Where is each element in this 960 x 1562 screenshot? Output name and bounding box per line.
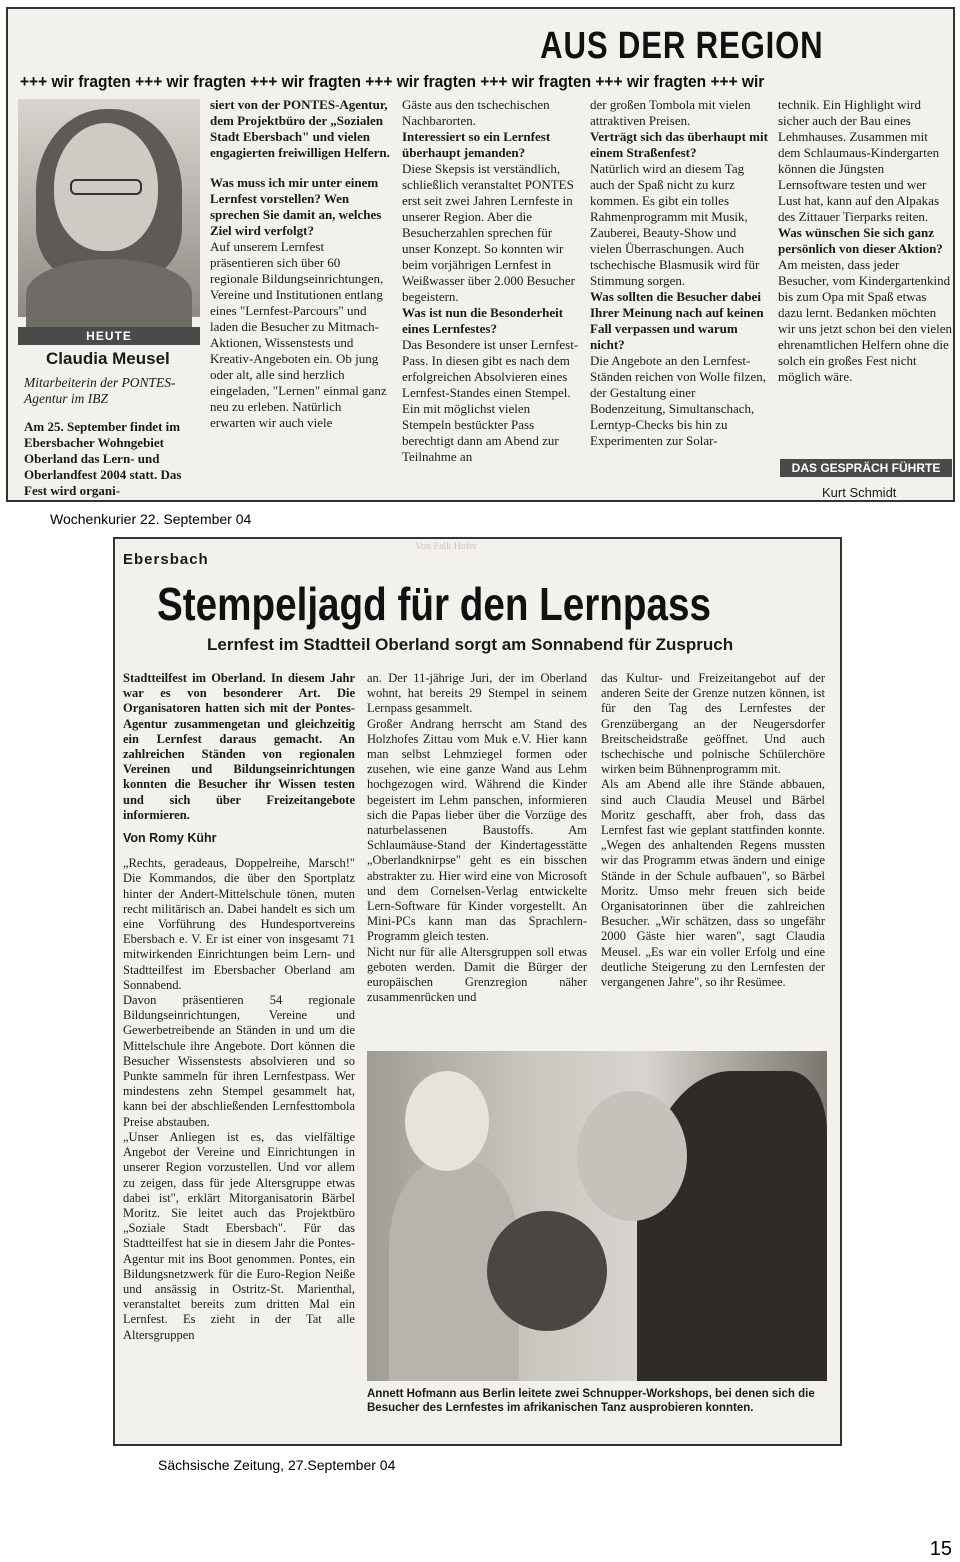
interview-answer: Das Besondere ist unser Lernfest-Pass. In diesen gibt es nach dem erfolgreichen Absolvieren eines Lernfest-Standes einen Stempel. Ein mit möglichst vielen Stempeln bestückter Pass berechtigt dann am Abend zur Teilnahme an [402, 337, 579, 464]
interview-column-5 [778, 97, 952, 385]
interview-answer: Auf unserem Lernfest präsentieren sich über 60 regionale Bildungseinrichtungen, Vereine und Institutionen entlang eines "Lernfest-Parcours" und laden die Besucher zu Mitmach-Aktionen, Wissenstests und Kreativ-Angeboten ein. Ob jung oder alt, alle sind herzlich eingeladen, "Lernen" einmal ganz neu zu erleben. Natürlich erwarten wir auch viele [210, 239, 387, 430]
interviewer-name: Kurt Schmidt [822, 485, 897, 500]
article-headline: Stempeljagd für den Lernpass [157, 578, 711, 630]
interview-banner: +++ wir fragten +++ wir fragten +++ wir fragten +++ wir fragten +++ wir fragten +++ wir fragten +++ wir [20, 73, 765, 91]
interview-column-4 [590, 97, 768, 449]
interview-answer: Natürlich wird an diesem Tag auch der Spaß nicht zu kurz kommen. Es gibt ein tolles Rahmenprogramm mit Musik, Zauberei, Beauty-Show und vielen Überraschungen. Auch tschechische Blasmusik wird für Stimmung sorgen. [590, 161, 760, 288]
interview-question: Interessiert so ein Lernfest überhaupt jemanden? [402, 129, 551, 160]
section-title: AUS DER REGION [539, 25, 823, 67]
faded-background-text: Von Falk Hofer [415, 541, 478, 552]
article-paragraph: das Kultur- und Freizeitangebot auf der anderen Seite der Grenze nutzen können, ist für den Tag des Lernfestes der Grenzübergang an der Neugersdorfer Breitscheidstraße geöffnet. Und auch tschechische und polnische Schülerchöre wirken beim Bühnenprogramm mit. [601, 671, 825, 777]
interview-text: siert von der PONTES-Agentur, dem Projektbüro der „Sozialen Stadt Ebersbach" und vielen engagierten freiwilligen Helfern. [210, 97, 390, 160]
interview-column-2 [210, 97, 390, 431]
article-lead: Stadtteilfest im Oberland. In diesem Jahr war es von besonderer Art. Die Organisatoren hatten sich mit der Pontes-Agentur zusammengetan und gleichzeitig ein Lernfest daraus gemacht. An zahlreichen Ständen von regionalen Vereinen und Bildungseinrichtungen konnten die Besucher ihr Wissen testen und sich über Freizeitangebote informieren. [123, 671, 355, 822]
interview-answer: Gäste aus den tschechischen Nachbarorten. [402, 97, 550, 128]
article-paragraph: Als am Abend alle ihre Stände abbauen, sind auch Claudia Meusel und Bärbel Moritz geschafft, aber froh, dass das Lernfest fast wie geplant stattfinden konnte. „Wegen des anhaltenden Regens mussten wir das Programm etwas ändern und einige Stände in der Schule aufbauen", so Bärbel Moritz. Umso mehr freuen sich beide Organisatorinnen über die zahlreichen Besucher. „Wir schätzen, dass so ungefähr 2000 Gäste hier waren", sagt Claudia Meusel. „Es war ein voller Erfolg und eine deutliche Steigerung zu den Lernfesten der vergangenen Jahre", so ihr Resümee. [601, 777, 825, 990]
portrait-photo [18, 99, 200, 317]
article-paragraph: „Unser Anliegen ist es, das vielfältige Angebot der Vereine und Einrichtungen in unserer Region vorzustellen. Und vor allem zu zeigen, dass für jede Altersgruppe etwas dabei ist", erklärt Mitorganisatorin Bärbel Moritz. Sie leitet auch das Projektbüro „Soziale Stadt Ebersbach". Für das Stadtteilfest hat sie in diesem Jahr die Pontes-Agentur mit ins Boot genommen. Pontes, ein Bildungsnetzwerk für die Euro-Region Neiße und ansässig in Ostritz-St. Marienthal, veranstaltet bereits zum dritten Mal ein Lernfest. Es zieht in der Tat alle Altersgruppen [123, 1129, 355, 1342]
heute-label: HEUTE [18, 327, 200, 345]
interview-question: Was ist nun die Besonderheit eines Lernfestes? [402, 305, 564, 336]
interview-question: Was sollten die Besucher dabei Ihrer Meinung nach auf keinen Fall verpassen und warum nicht? [590, 289, 764, 352]
article-paragraph: Davon präsentieren 54 regionale Bildungseinrichtungen, Vereine und Gewerbetreibende an Ständen in und um die Mittelschule ihre Angebote. Dort können die Besucher Wissenstests absolvieren und so Punkte sammeln für ihren Lernfestpass. Wer mindestens zehn Stempel gesammelt hat, kann bei der abschließenden Lernfesttombola Preise abstauben. [123, 993, 355, 1129]
newspaper-clipping-saechsische-zeitung [113, 537, 842, 1446]
dance-workshop-photo [367, 1051, 827, 1381]
interview-column-3 [402, 97, 580, 465]
newspaper-clipping-wochenkurier [6, 7, 955, 502]
article-kicker: Ebersbach [123, 551, 209, 568]
interview-answer: technik. Ein Highlight wird sicher auch der Bau eines Lehmhauses. Zusammen mit dem Schlaumaus-Kindergarten können die Jüngsten Lernsoftware testen und wer Lust hat, kann auf den Alpakas des Zittauer Tierparks reiten. [778, 97, 940, 224]
person-role: Mitarbeiterin der PONTES-Agentur im IBZ [24, 375, 176, 406]
interview-question: Verträgt sich das überhaupt mit einem Straßenfest? [590, 129, 768, 160]
article-column-1 [123, 671, 355, 1343]
source-caption-wochenkurier: Wochenkurier 22. September 04 [50, 511, 252, 527]
article-paragraph: Großer Andrang herrscht am Stand des Holzhofes Zittau vom Muk e.V. Hier kann man selbst Lehmziegel formen oder zusehen, wie eine ganze Wand aus Lehm hochgezogen wird. Während die Kinder begeistert im Lehm panschen, informieren sich die Papas lieber über die Vorzüge des naturbelassenen Baustoffs. Am Schlaumäuse-Stand der Kindertagesstätte „Oberlandknirpse" geht es ein bisschen abstrakter zu. Hier wird eine von Microsoft und dem Cornelsen-Verlag entwickelte Lern-Software für Kinder vorgestellt. An Mini-PCs kann man das Sprachlern-Programm gleich testen. [367, 716, 587, 944]
article-column-2 [367, 671, 587, 1005]
article-subheadline: Lernfest im Stadtteil Oberland sorgt am Sonnabend für Zuspruch [207, 635, 734, 654]
gespraech-label: DAS GESPRÄCH FÜHRTE [780, 459, 952, 477]
interview-answer: Diese Skepsis ist verständlich, schließlich veranstaltet PONTES erst seit zwei Jahren Lernfeste in unserer Region. Aber die Besucherzahlen sprechen für unser Konzept. So konnten wir beim vorjährigen Lernfest in Weißwasser über 2.000 Besucher begeistern. [402, 161, 575, 304]
interview-answer: Am meisten, dass jeder Besucher, vom Kindergartenkind bis zum Opa mit Spaß etwas dazu lernt. Bedanken möchten wir uns jetzt schon bei den vielen ehrenamtlichen Helfern ohne die solch ein großes Fest nicht möglich wäre. [778, 257, 953, 384]
interview-question: Was muss ich mir unter einem Lernfest vorstellen? Wen sprechen Sie damit an, welches Ziel wird verfolgt? [210, 175, 382, 238]
article-paragraph: „Rechts, geradeaus, Doppelreihe, Marsch!" Die Kommandos, die über den Sportplatz hinter der Andert-Mittelschule tönen, muten recht militärisch an. Dabei handelt es sich um eine Vorführung des Hundesportvereins Ebersbach e. V. Er ist einer von insgesamt 71 mitwirkenden Einrichtungen beim Lern- und Stadtteilfest im Ebersbacher Oberland am Sonnabend. [123, 856, 355, 992]
interview-question: Was wünschen Sie sich ganz persönlich von dieser Aktion? [778, 225, 943, 256]
interview-answer: Die Angebote an den Lernfest-Ständen reichen von Wolle filzen, der Gestaltung einer Bodenzeitung, Simultanschach, Lerntyp-Checks bis hin zu Experimenten zur Solar- [590, 353, 766, 448]
person-name: Claudia Meusel [46, 349, 170, 368]
interview-answer: der großen Tombola mit vielen attraktiven Preisen. [590, 97, 751, 128]
article-byline: Von Romy Kühr [123, 831, 217, 846]
photo-caption: Annett Hofmann aus Berlin leitete zwei Schnupper-Workshops, bei denen sich die Besucher des Lernfestes im afrikanischen Tanz ausprobieren konnten. [367, 1388, 815, 1414]
article-column-3 [601, 671, 825, 990]
article-paragraph: Nicht nur für alle Altersgruppen soll etwas geboten werden. Damit die Bürger der europäischen Grenzregion näher zusammenrücken und [367, 944, 587, 1005]
page-number: 15 [929, 1538, 952, 1560]
interview-intro: Am 25. September findet im Ebersbacher Wohngebiet Oberland das Lern- und Oberlandfest 2004 statt. Das Fest wird organi- [24, 419, 182, 498]
source-caption-saechsische-zeitung: Sächsische Zeitung, 27.September 04 [158, 1457, 396, 1473]
article-paragraph: an. Der 11-jährige Juri, der im Oberland wohnt, hat bereits 29 Stempel in seinem Lernpass gesammelt. [367, 671, 587, 716]
